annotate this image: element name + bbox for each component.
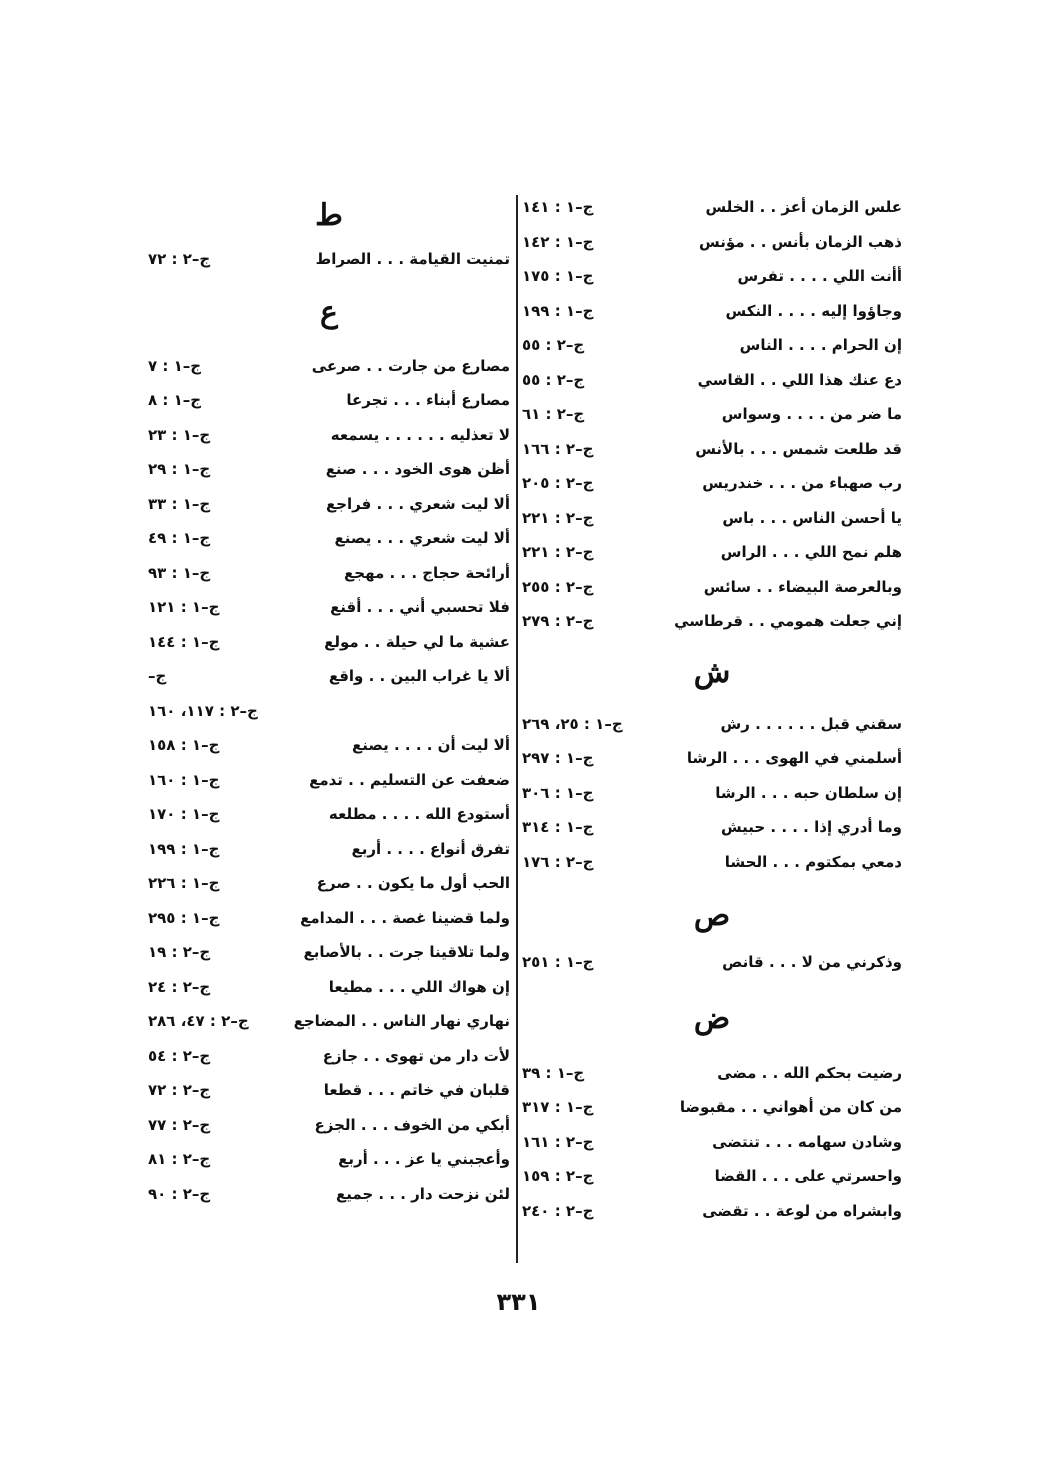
entry-reference: ج–١ : ٣١٤: [522, 818, 594, 836]
entry-reference: ج–٢ : ٥٥: [522, 370, 585, 389]
entry-reference: ج–٢ : ٢٢١: [522, 508, 594, 527]
entry-reference: ج–١ : ١٩٩: [148, 839, 220, 858]
entry-reference: ج–١ : ٢٢٦: [148, 874, 220, 892]
index-entry: [148, 418, 510, 453]
index-entry: [522, 810, 902, 845]
letter-heading-ta: ط: [315, 198, 343, 233]
index-entry: [522, 1090, 902, 1125]
entry-reference: ج–١ : ١٤٤: [148, 632, 220, 651]
entry-verse: وذكرني من لا . . . قانص: [722, 953, 902, 971]
entry-verse: يا أحسن الناس . . . باس: [722, 508, 902, 527]
index-entry: [148, 832, 510, 867]
entry-verse: هلم نمح اللي . . . الراس: [720, 543, 902, 561]
index-entry: [522, 845, 902, 880]
entry-reference: ج–١ : ١٦٠: [148, 770, 220, 789]
right-entries-section-3: [522, 945, 902, 980]
index-entry: [148, 728, 510, 763]
entry-reference: ج–١ : ١٧٥: [522, 267, 594, 285]
entry-reference: ج–١ : ١٥٨: [148, 736, 220, 754]
index-entry: [148, 1073, 510, 1108]
index-entry: [522, 225, 902, 260]
entry-verse: تفرق أنواع . . . . أربع: [351, 839, 510, 858]
entry-reference: ج–٢ : ٢٠٥: [522, 474, 594, 492]
entry-reference: ج–١ : ٩٣: [148, 563, 211, 582]
entry-reference: ج–٢ : ٢٥٥: [522, 577, 594, 596]
letter-heading-sad: ص: [693, 898, 731, 933]
entry-reference: ج–٢ : ٧٢: [148, 250, 211, 268]
entry-reference: ج–١ : ٢٥، ٢٦٩: [522, 714, 623, 733]
left-entries-section-2: [148, 349, 510, 694]
index-entry: [148, 1004, 510, 1039]
index-entry: [522, 363, 902, 398]
index-entry: [148, 970, 510, 1005]
entry-reference: ج–٢ : ٥٥: [522, 336, 585, 354]
entry-verse: لا تعذليه . . . . . . يسمعه: [330, 425, 510, 444]
continuation-ref: ج–٢ : ١١٧، ١٦٠: [148, 701, 258, 720]
index-entry: [148, 1177, 510, 1212]
index-entry: [522, 776, 902, 811]
left-entries-section-1: [148, 242, 510, 277]
entry-reference: ج–٢ : ٥٤: [148, 1046, 211, 1065]
entry-reference: ج–٢ : ١٦٦: [522, 439, 594, 458]
index-entry: [148, 1039, 510, 1074]
entry-verse: دع عنك هذا اللي . . القاسي: [697, 370, 902, 389]
entry-verse: قد طلعت شمس . . . بالأنس: [695, 439, 902, 458]
index-entry: [148, 659, 510, 694]
entry-verse: أستودع الله . . . . مطلعه: [328, 805, 510, 823]
entry-reference: ج–١ : ٢٥١: [522, 953, 594, 971]
entry-verse: واحسرتي على . . . القضا: [714, 1167, 902, 1185]
entry-reference: ج–١ : ١٤٢: [522, 232, 594, 251]
entry-verse: الحب أول ما يكون . . صرع: [316, 874, 510, 892]
left-column: [148, 190, 510, 1211]
entry-verse: من كان من أهواني . . مقبوضا: [679, 1098, 902, 1116]
entry-verse: ما ضر من . . . . وسواس: [721, 405, 902, 423]
entry-verse: وابشراه من لوعة . . تقضى: [702, 1201, 902, 1220]
entry-reference: ج–٢ : ١٩: [148, 943, 211, 961]
entry-verse: علس الزمان أعز . . الخلس: [705, 198, 902, 216]
entry-reference: ج–٢ : ٧٧: [148, 1115, 211, 1134]
index-entry: [522, 294, 902, 329]
entry-reference: ج–١ : ٧: [148, 356, 202, 375]
page-number: ٣٣١: [496, 1288, 541, 1316]
index-entry: [148, 935, 510, 970]
right-entries-section-2: [522, 707, 902, 880]
entry-verse: ألا يا غراب البين . . واقع: [328, 667, 510, 685]
entry-reference: ج–٢ : ٢٧٩: [522, 612, 594, 630]
entry-verse: أبكي من الخوف . . . الجزع: [314, 1115, 510, 1134]
index-entry: [148, 242, 510, 277]
index-entry: [522, 741, 902, 776]
index-entry: [522, 328, 902, 363]
left-entries-section-3: [148, 728, 510, 1211]
entry-reference: ج–١ : ٨: [148, 391, 202, 409]
entry-reference: ج–١ : ١٧٠: [148, 805, 220, 823]
entry-verse: أأنت اللي . . . . تفرس: [737, 267, 902, 285]
index-entry: [148, 383, 510, 418]
index-entry: [522, 1056, 902, 1091]
index-entry: [522, 1125, 902, 1160]
index-entry: [522, 259, 902, 294]
entry-verse: إن سلطان حبه . . . الرشا: [715, 783, 902, 802]
entry-verse: ألا ليت شعري . . . يصنع: [334, 529, 510, 547]
entry-verse: وأعجبني يا عز . . . أربع: [338, 1150, 510, 1168]
entry-verse: فلا تحسبي أني . . . أقنع: [330, 598, 510, 616]
entry-verse: دمعي بمكتوم . . . الحشا: [724, 852, 902, 871]
entry-reference: ج–١ : ١٩٩: [522, 301, 594, 320]
index-entry: [522, 466, 902, 501]
entry-verse: إن الحرام . . . . الناس: [739, 336, 902, 354]
entry-verse: وجاؤوا إليه . . . . النكس: [725, 301, 902, 320]
index-entry: [148, 487, 510, 522]
entry-verse: رب صهباء من . . . خندريس: [702, 474, 902, 492]
right-entries-section-1: [522, 190, 902, 639]
index-entry: [148, 1108, 510, 1143]
right-column: [522, 190, 902, 1228]
entry-verse: لئن نزحت دار . . . جميع: [335, 1184, 510, 1203]
entry-verse: تمنيت القيامة . . . الصراط: [315, 250, 510, 268]
index-entry: [522, 432, 902, 467]
entry-reference: ج–١ : ٢٩: [148, 460, 211, 478]
entry-reference: ج–١ : ١٢١: [148, 598, 220, 616]
index-entry: [522, 501, 902, 536]
index-entry: [522, 945, 902, 980]
entry-reference: ج–١ : ٢٩٧: [522, 749, 594, 767]
continuation-line: [148, 694, 510, 729]
entry-verse: ذهب الزمان بأنس . . مؤنس: [699, 232, 902, 251]
entry-reference: ج–١ : ١٤١: [522, 198, 594, 216]
entry-reference: ج–٢ : ٧٢: [148, 1081, 211, 1099]
index-entry: [522, 1194, 902, 1229]
entry-verse: أسلمني في الهوى . . . الرشا: [686, 749, 902, 767]
entry-reference: ج–٢ : ٦١: [522, 405, 585, 423]
entry-verse: وشادن سهامه . . . تنتضى: [712, 1132, 902, 1151]
entry-reference: ج–٢ : ١٦١: [522, 1132, 594, 1151]
entry-verse: أظن هوى الخود . . . صنع: [325, 460, 510, 478]
index-entry: [148, 625, 510, 660]
index-entry: [148, 556, 510, 591]
entry-reference: ج–: [148, 667, 167, 685]
entry-verse: نهاري نهار الناس . . المضاجع: [293, 1012, 510, 1030]
entry-verse: مصارع من جارت . . صرعى: [311, 356, 510, 375]
index-entry: [522, 707, 902, 742]
index-entry: [522, 190, 902, 225]
entry-reference: ج–١ : ٣٩: [522, 1063, 585, 1082]
index-entry: [148, 521, 510, 556]
entry-verse: أرائحة حجاج . . . مهجع: [344, 563, 510, 582]
entry-verse: وما أدري إذا . . . . حبيش: [720, 818, 902, 836]
index-entry: [148, 763, 510, 798]
entry-reference: ج–٢ : ١٧٦: [522, 852, 594, 871]
entry-reference: ج–٢ : ٢٤: [148, 977, 211, 996]
entry-verse: وبالعرصة البيضاء . . سائس: [703, 577, 902, 596]
index-entry: [148, 901, 510, 936]
index-entry: [148, 797, 510, 832]
entry-verse: ضعفت عن التسليم . . تدمع: [309, 770, 510, 789]
entry-reference: ج–٢ : ٨١: [148, 1150, 211, 1168]
index-entry: [148, 866, 510, 901]
entry-reference: ج–١ : ٢٩٥: [148, 908, 220, 927]
entry-verse: لأت دار من تهوى . . جازع: [322, 1046, 510, 1065]
entry-verse: عشية ما لي حيلة . . مولع: [324, 632, 510, 651]
entry-reference: ج–٢ : ٩٠: [148, 1184, 211, 1203]
letter-heading-ain: ع: [320, 294, 338, 330]
entry-reference: ج–١ : ٢٣: [148, 425, 211, 444]
entry-reference: ج–١ : ٣١٧: [522, 1098, 594, 1116]
entry-reference: ج–٢ : ١٥٩: [522, 1167, 594, 1185]
entry-verse: قلبان في خاتم . . . قطعا: [323, 1081, 510, 1099]
entry-reference: ج–١ : ٤٩: [148, 529, 211, 547]
entry-reference: ج–٢ : ٢٤٠: [522, 1201, 594, 1220]
entry-verse: سقني قبل . . . . . . رش: [720, 714, 902, 733]
index-entry: [148, 590, 510, 625]
entry-verse: إن هواك اللي . . . مطيعا: [328, 977, 510, 996]
index-entry: [522, 604, 902, 639]
entry-verse: ألا ليت أن . . . . يصنع: [351, 736, 510, 754]
index-entry: [522, 570, 902, 605]
entry-reference: ج–٢ : ٢٢١: [522, 543, 594, 561]
index-entry: [522, 397, 902, 432]
entry-verse: رضيت بحكم الله . . مضى: [717, 1063, 902, 1082]
entry-reference: ج–١ : ٣٠٦: [522, 783, 594, 802]
entry-verse: ألا ليت شعري . . . فراجع: [325, 494, 510, 513]
entry-reference: ج–١ : ٣٣: [148, 494, 211, 513]
letter-heading-dad: ض: [693, 1000, 731, 1036]
entry-reference: ج–٢ : ٤٧، ٢٨٦: [148, 1012, 249, 1030]
index-entry: [148, 452, 510, 487]
index-entry: [148, 349, 510, 384]
right-entries-section-4: [522, 1056, 902, 1229]
column-divider: [516, 195, 518, 1263]
index-entry: [522, 1159, 902, 1194]
index-entry: [148, 1142, 510, 1177]
entry-verse: إني جعلت همومي . . قرطاسي: [674, 612, 902, 630]
index-entry: [522, 535, 902, 570]
entry-verse: ولما تلاقينا جرت . . بالأصابع: [303, 943, 510, 961]
entry-verse: ولما قضينا غصة . . . المدامع: [300, 908, 510, 927]
letter-heading-shin: ش: [693, 654, 731, 690]
entry-verse: مصارع أبناء . . . تجرعا: [346, 391, 510, 409]
